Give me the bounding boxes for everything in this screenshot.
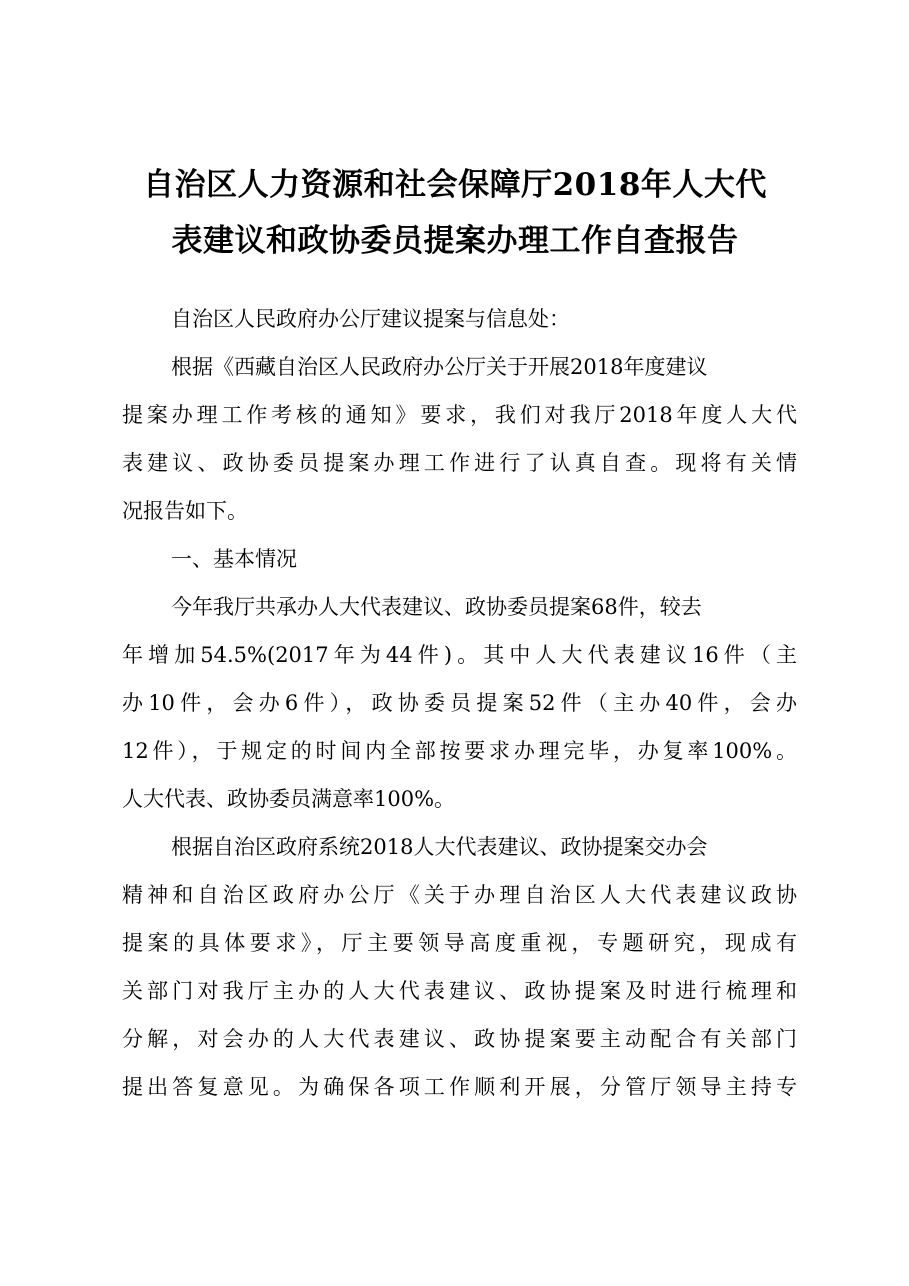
salutation: 自治区人民政府办公厅建议提案与信息处： [171, 307, 570, 331]
title-line-2: 表建议和政协委员提案办理工作自查报告 [171, 223, 739, 259]
paragraph-3-line-5: 分解，对会办的人大代表建议、政协提案要主动配合有关部门 [122, 1027, 797, 1051]
paragraph-1-line-2: 提案办理工作考核的通知》要求，我们对我厅2018年度人大代 [122, 403, 797, 427]
paragraph-1-line-3: 表建议、政协委员提案办理工作进行了认真自查。现将有关情 [122, 451, 797, 475]
paragraph-3-line-6: 提出答复意见。为确保各项工作顺利开展，分管厅领导主持专 [122, 1075, 797, 1099]
document-title [120, 157, 790, 269]
paragraph-2-line-2: 年增加54.5%(2017年为44件)。其中人大代表建议16件（主 [122, 643, 797, 667]
paragraph-3-line-2: 精神和自治区政府办公厅《关于办理自治区人大代表建议政协 [122, 883, 797, 907]
paragraph-2-line-5: 人大代表、政协委员满意率100%。 [122, 787, 456, 811]
paragraph-2-line-1: 今年我厅共承办人大代表建议、政协委员提案68件，较去 [171, 595, 702, 619]
title-line-1: 自治区人力资源和社会保障厅2018年人大代 [143, 167, 767, 203]
paragraph-1-line-1: 根据《西藏自治区人民政府办公厅关于开展2018年度建议 [171, 355, 708, 379]
section-heading-basic-situation: 一、基本情况 [171, 547, 297, 571]
paragraph-3-line-3: 提案的具体要求》，厅主要领导高度重视，专题研究，现成有 [122, 931, 797, 955]
paragraph-2-line-3: 办10件，会办6件），政协委员提案52件（主办40件，会办 [122, 691, 797, 715]
paragraph-3-line-1: 根据自治区政府系统2018人大代表建议、政协提案交办会 [171, 835, 708, 859]
paragraph-2-line-4: 12件），于规定的时间内全部按要求办理完毕，办复率100%。 [122, 739, 797, 763]
paragraph-3-line-4: 关部门对我厅主办的人大代表建议、政协提案及时进行梳理和 [122, 979, 797, 1003]
paragraph-1-line-4: 况报告如下。 [122, 499, 248, 523]
